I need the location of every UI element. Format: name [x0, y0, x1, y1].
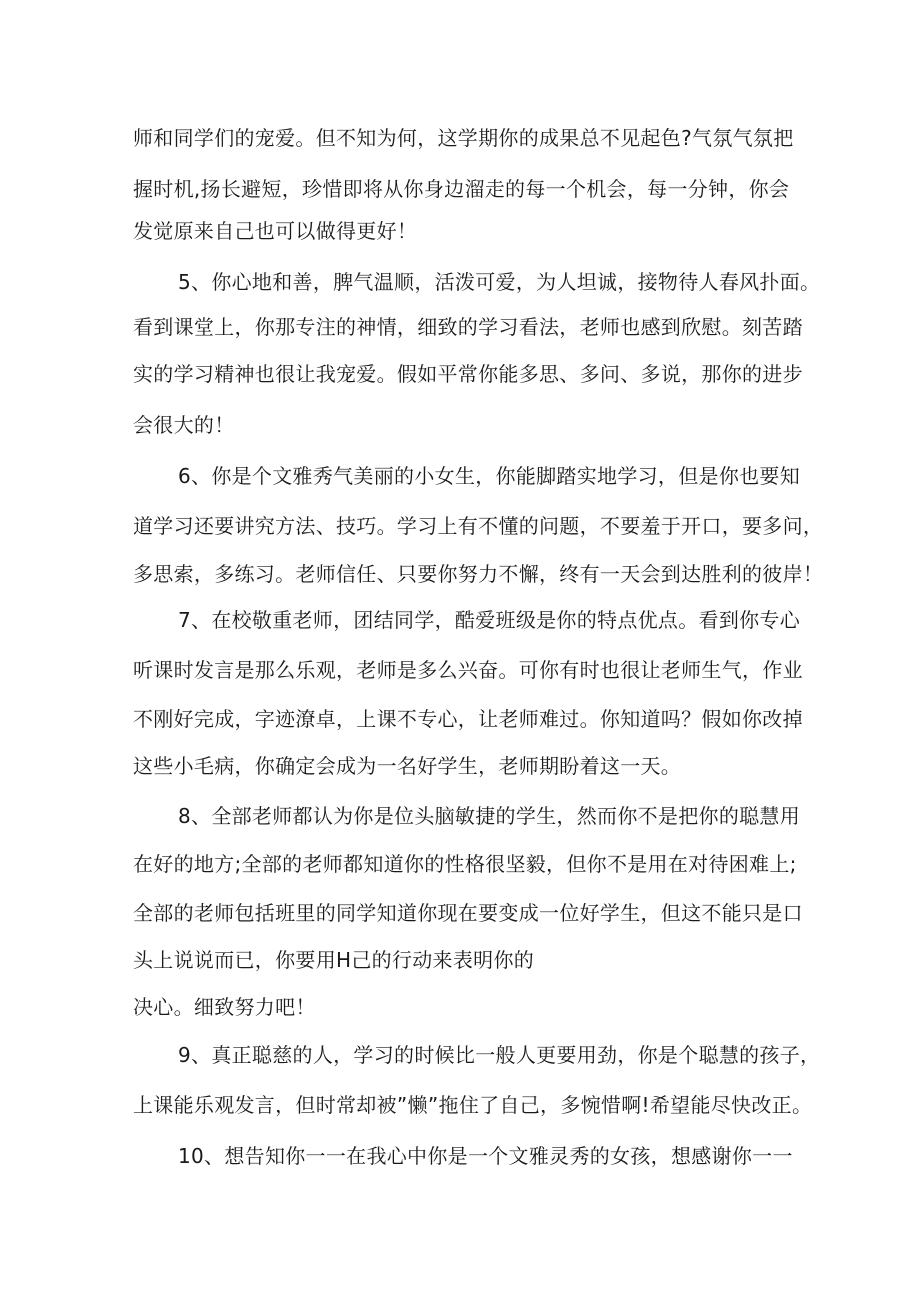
paragraph-5-start: 5、你心地和善，脾气温顺，活泼可爱，为人坦诚，接物待人春风扑面。	[178, 270, 821, 294]
text-line: 师和同学们的宠爱。但不知为何，这学期你的成果总不见起色?气氛气氛把	[133, 126, 794, 150]
text-line: 会很大的！	[133, 413, 235, 437]
text-line: 听课时发言是那么乐观，老师是多么兴奋。可你有时也很让老师生气，作业	[133, 658, 803, 682]
text-line: 多思索，多练习。老师信任、只要你努力不懈，终有一天会到达胜利的彼岸！	[133, 562, 824, 586]
paragraph-9-start: 9、真正聪慈的人，学习的时候比一般人更要用劲，你是个聪慧的孩子，	[178, 1043, 821, 1067]
text-line: 实的学习精神也很让我宠爱。假如平常你能多思、多问、多说，那你的进步	[133, 362, 803, 386]
paragraph-7-start: 7、在校敬重老师，团结同学，酷爱班级是你的特点优点。看到你专心	[178, 608, 801, 632]
paragraph-10-start: 10、想告知你一一在我心中你是一个文雅灵秀的女孩，想感谢你一一	[178, 1144, 793, 1168]
paragraph-6-start: 6、你是个文雅秀气美丽的小女生，你能脚踏实地学习，但是你也要知	[178, 464, 801, 488]
text-line: 不刚好完成，字迹潦卓，上课不专心，让老师难过。你知道吗？假如你改掉	[133, 707, 803, 731]
text-line: 握时机,扬长避短，珍惜即将从你身边溜走的每一个机会，每一分钟，你会	[133, 177, 790, 201]
text-line: 看到课堂上，你那专注的神情，细致的学习看法，老师也感到欣慰。刻苦踏	[133, 315, 803, 339]
text-line: 头上说说而已，你要用H己的行动来表明你的	[133, 948, 535, 972]
paragraph-8-start: 8、全部老师都认为你是位头脑敏捷的学生，然而你不是把你的聪慧用	[178, 804, 801, 828]
text-line: 发觉原来自己也可以做得更好！	[133, 219, 418, 243]
text-line: 道学习还要讲究方法、技巧。学习上有不懂的问题，不要羞于开口，要多问，	[133, 514, 824, 538]
text-line: 在好的地方;全部的老师都知道你的性格很坚毅，但你不是用在对待困难上;	[133, 852, 797, 876]
text-line: 全部的老师包括班里的同学知道你现在要变成一位好学生，但这不能只是口	[133, 901, 803, 925]
text-line: 上课能乐观发言，但时常却被”懒”拖住了自己，多惋惜啊!希望能尽快改正。	[133, 1093, 813, 1117]
text-line: 决心。细致努力吧！	[133, 995, 316, 1019]
text-line: 这些小毛病，你确定会成为一名好学生，老师期盼着这一天。	[133, 754, 682, 778]
